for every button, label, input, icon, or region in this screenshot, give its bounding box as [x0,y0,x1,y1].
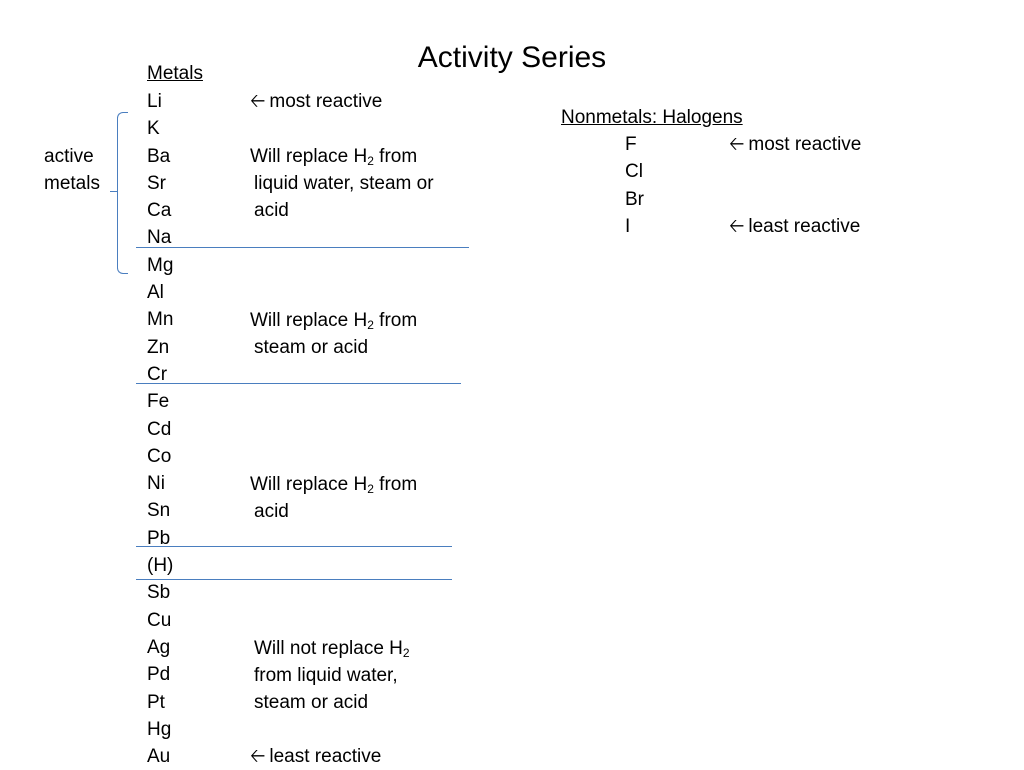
group4-line3: steam or acid [254,692,369,713]
metal-element: Mn [147,309,174,331]
left-arrow-icon: 🡠 [250,91,266,112]
metal-element: (H) [147,555,174,577]
left-arrow-icon: 🡠 [729,216,745,237]
halogen-element: F [625,134,637,155]
halogens-heading: Nonmetals: Halogens [561,107,743,128]
metal-element: Zn [147,336,170,358]
group2-line1: Will replace $H_2$ from [250,310,418,332]
group1-line3: acid [254,200,289,221]
metal-element: Na [147,227,172,249]
group3-line2: acid [254,501,289,522]
metal-element: Co [147,445,172,467]
metal-element: Sb [147,582,171,604]
metal-element: Pb [147,527,171,549]
group4-line2: from liquid water, [254,665,398,686]
halogen-element: Cl [625,161,643,183]
halogens-most-reactive-label: most reactive [748,134,862,155]
metal-element: Ag [147,636,171,658]
metal-element: Pd [147,664,171,686]
metals-least-reactive [250,743,381,770]
halogens-list [625,131,644,240]
group3-line1: Will replace $H_2$ from [250,474,418,496]
metal-element: Sr [147,172,166,194]
halogens-least-reactive-label: least reactive [748,216,861,237]
metals-least-reactive-label: least reactive [269,746,382,767]
metal-element: Fe [147,391,170,413]
metals-list [147,88,173,770]
halogens-most-reactive [729,131,861,158]
metal-element: Ni [147,473,165,495]
metal-element: Ca [147,200,172,222]
metal-element: Ba [147,145,171,167]
group2-line2: steam or acid [254,337,369,358]
left-arrow-icon: 🡠 [250,746,266,767]
active-metals-bracket-tip [110,191,118,192]
divider-2 [136,383,461,384]
metals-heading: Metals [147,63,203,84]
group4-line1: Will not replace $H_2$ [254,638,410,660]
metal-element: Au [147,746,171,768]
metal-element: Sn [147,500,171,522]
metal-element: Pt [147,691,165,713]
metal-element: Mg [147,254,174,276]
halogen-element: I [625,215,631,237]
metal-element: K [147,118,160,140]
metal-element: Li [147,91,162,112]
metal-element: Al [147,282,164,304]
left-arrow-icon: 🡠 [729,134,745,155]
group1-line1: Will replace $H_2$ from [250,146,418,168]
metal-element: Cd [147,418,172,440]
active-label-line1: active [44,146,94,167]
active-metals-bracket [117,112,128,274]
metal-element: Hg [147,718,172,740]
halogen-element: Br [625,188,644,210]
metals-most-reactive [250,88,382,115]
group1-line2: liquid water, steam or [254,173,434,194]
metal-element: Cr [147,363,168,385]
slide-title: Activity Series [417,41,607,74]
metals-most-reactive-label: most reactive [269,91,383,112]
active-label-line2: metals [44,173,100,194]
halogens-least-reactive [729,213,860,240]
divider-4 [136,579,452,580]
metal-element: Cu [147,609,172,631]
divider-3 [136,546,452,547]
divider-1 [136,247,469,248]
